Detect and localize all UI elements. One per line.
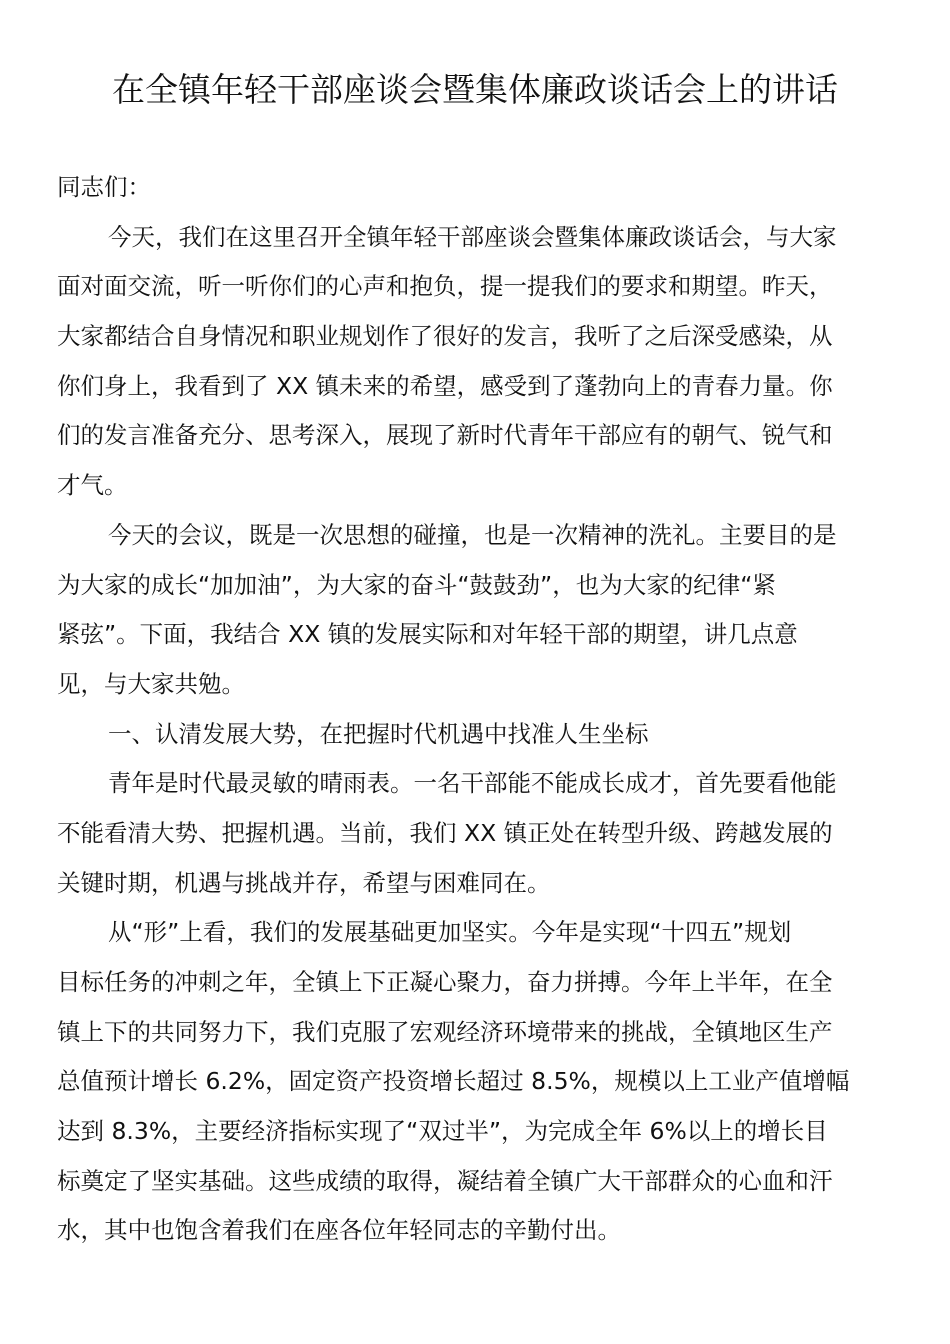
- paragraph-line: 总值预计增长 6.2%，固定资产投资增长超过 8.5%，规模以上工业产值增幅: [57, 1067, 850, 1096]
- paragraph-line: 镇上下的共同努力下，我们克服了宏观经济环境带来的挑战，全镇地区生产: [57, 1017, 833, 1046]
- document-body: [57, 163, 897, 1256]
- paragraph-line: 面对面交流，听一听你们的心声和抱负，提一提我们的要求和期望。昨天，: [57, 272, 833, 301]
- paragraph-line: 们的发言准备充分、思考深入，展现了新时代青年干部应有的朝气、锐气和: [57, 421, 833, 450]
- paragraph-line: 今天的会议，既是一次思想的碰撞，也是一次精神的洗礼。主要目的是: [108, 520, 837, 549]
- paragraph-line: 青年是时代最灵敏的晴雨表。一名干部能不能成长成才，首先要看他能: [108, 769, 837, 798]
- paragraph-line: 见，与大家共勉。: [57, 669, 245, 698]
- paragraph-purpose: [57, 511, 897, 710]
- paragraph-line: 从“形”上看，我们的发展基础更加坚实。今年是实现“十四五”规划: [108, 918, 792, 947]
- paragraph-line: 今天，我们在这里召开全镇年轻干部座谈会暨集体廉政谈话会，与大家: [108, 222, 837, 251]
- paragraph-line: 大家都结合自身情况和职业规划作了很好的发言，我听了之后深受感染，从: [57, 322, 833, 351]
- paragraph-youth: [57, 759, 897, 908]
- section-heading-text: 一、认清发展大势，在把握时代机遇中找准人生坐标: [108, 719, 649, 748]
- paragraph-line: 标奠定了坚实基础。这些成绩的取得，凝结着全镇广大干部群众的心血和汗: [57, 1166, 833, 1195]
- salutation: 同志们：: [57, 173, 151, 201]
- paragraph-line: 为大家的成长“加加油”，为大家的奋斗“鼓鼓劲”，也为大家的纪律“紧: [57, 570, 776, 599]
- paragraph-development: [57, 908, 897, 1256]
- paragraph-line: 你们身上，我看到了 XX 镇未来的希望，感受到了蓬勃向上的青春力量。你: [57, 371, 833, 400]
- paragraph-line: 水，其中也饱含着我们在座各位年轻同志的辛勤付出。: [57, 1216, 621, 1245]
- paragraph-line: 紧弦”。下面，我结合 XX 镇的发展实际和对年轻干部的期望，讲几点意: [57, 620, 798, 649]
- paragraph-line: 目标任务的冲刺之年，全镇上下正凝心聚力，奋力拼搏。今年上半年，在全: [57, 968, 833, 996]
- paragraph-line: 才气。: [57, 471, 128, 500]
- paragraph-opening: [57, 213, 897, 511]
- document-title: 在全镇年轻干部座谈会暨集体廉政谈话会上的讲话: [112, 70, 838, 109]
- section-heading-1: [57, 710, 897, 760]
- paragraph-line: 达到 8.3%，主要经济指标实现了“双过半”，为完成全年 6%以上的增长目: [57, 1117, 828, 1146]
- paragraph-line: 不能看清大势、把握机遇。当前，我们 XX 镇正处在转型升级、跨越发展的: [57, 818, 833, 847]
- paragraph-line: 关键时期，机遇与挑战并存，希望与困难同在。: [57, 868, 551, 897]
